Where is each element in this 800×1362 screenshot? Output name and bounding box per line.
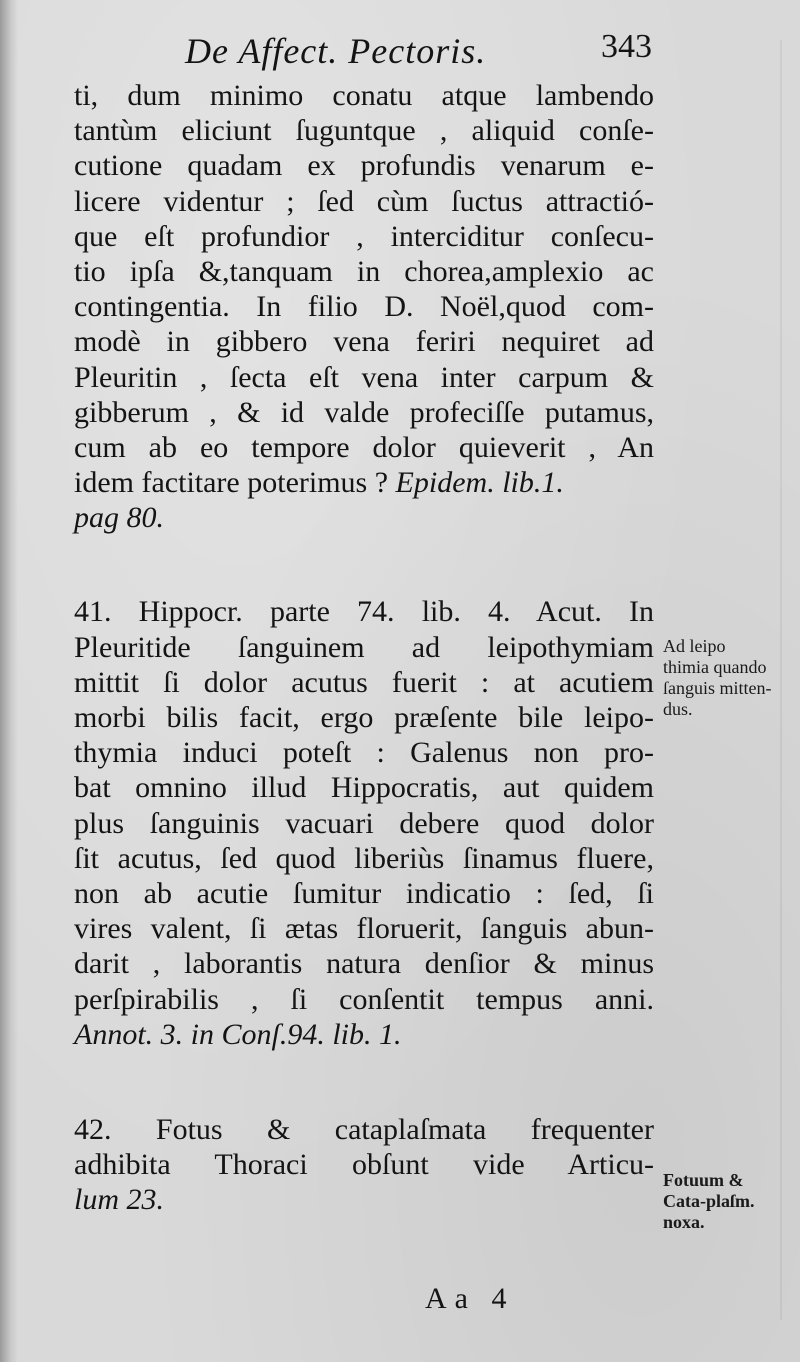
- text-line: darit , laborantis natura denſior & minus: [74, 947, 654, 981]
- text-line: perſpirabilis , ſi conſentit tempus anni.: [74, 982, 654, 1016]
- text-line: tio ipſa &,tanquam in chorea,amplexio ac: [74, 254, 654, 288]
- text-line: mittit ſi dolor acutus fuerit : at acutiem: [74, 665, 654, 699]
- text-line: 41. Hippocr. parte 74. lib. 4. Acut. In: [74, 595, 654, 629]
- text-line: modè in gibbero vena feriri nequiret ad: [74, 325, 654, 359]
- margin-note: Fotuum & Cata-plaſm. noxa.: [663, 1170, 755, 1232]
- text-line: plus ſanguinis vacuari debere quod dolor: [74, 806, 654, 840]
- text-line: non ab acutie ſumitur indicatio : ſed, ſi: [74, 876, 654, 910]
- text-line: thymia induci poteſt : Galenus non pro-: [74, 736, 654, 770]
- text-line: morbi bilis facit, ergo præſente bile leipo-: [74, 701, 654, 734]
- text-line: cum ab eo tempore dolor quieverit , An: [74, 430, 654, 464]
- body-text: [74, 78, 654, 1217]
- paragraph-gap: [74, 535, 654, 594]
- paragraph-gap: [74, 1052, 654, 1112]
- text-line: [74, 465, 654, 500]
- text-line: ſit acutus, ſed quod liberiùs ſinamus fluere,: [74, 841, 654, 875]
- text-line: pag 80.: [74, 501, 164, 535]
- signature-mark: Aa 4: [425, 1282, 515, 1315]
- text-line: lum 23.: [74, 1183, 164, 1217]
- page-right-edge: [780, 40, 782, 1320]
- text-line: vires valent, ſi ætas floruerit, ſanguis abun-: [74, 912, 654, 946]
- text-line: licere videntur ; ſed cùm ſuctus attractió-: [74, 184, 654, 218]
- text-line: ti, dum minimo conatu atque lambendo: [74, 79, 654, 112]
- text-line: adhibita Thoraci obſunt vide Articu-: [74, 1148, 654, 1182]
- text-line: Pleuritin , ſecta eſt vena inter carpum &: [74, 360, 654, 394]
- running-head: De Affect. Pectoris.: [185, 31, 487, 71]
- page-number: 343: [601, 28, 652, 65]
- text-line: que eſt profundior , interciditur conſecu-: [74, 219, 654, 253]
- text-line-start: idem factitare poterimus ?: [74, 466, 396, 500]
- text-line: cutione quadam ex profundis venarum e-: [74, 149, 654, 183]
- text-line: bat omnino illud Hippocratis, aut quidem: [74, 771, 654, 805]
- text-line: tantùm eliciunt ſuguntque , aliquid conſe-: [74, 114, 654, 148]
- citation: Epidem. lib.1.: [395, 466, 564, 500]
- margin-note: Ad leipo thimia quando ſanguis mitten-dus.: [663, 636, 772, 719]
- text-line: 42. Fotus & cataplaſmata frequenter: [74, 1112, 654, 1146]
- citation-line: Annot. 3. in Conſ.94. lib. 1.: [74, 1017, 402, 1051]
- text-line: contingentia. In filio D. Noël,quod com-: [74, 290, 654, 324]
- page-gutter-shadow: [0, 0, 18, 1362]
- text-line: Pleuritide ſanguinem ad leipothymiam: [74, 630, 654, 664]
- text-line: gibberum , & id valde profeciſſe putamus,: [74, 395, 654, 429]
